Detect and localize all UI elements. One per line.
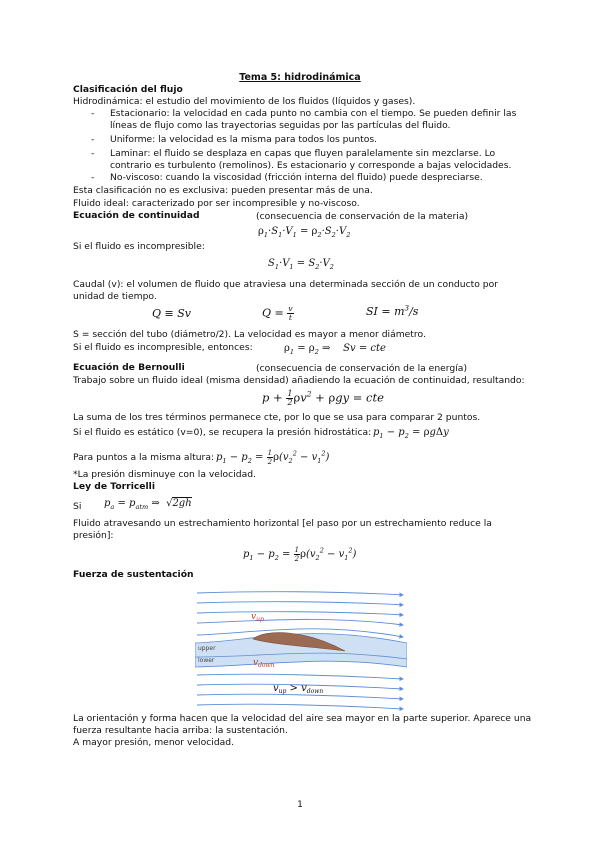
intro-text: Hidrodinámica: el estudio del movimiento de los fluidos (líquidos y gases). bbox=[73, 96, 416, 107]
text-trabajo: Trabajo sobre un fluido ideal (misma densidad) añadiendo la ecuación de continuidad, resultando: bbox=[73, 375, 525, 386]
text-nota-presion: *La presión disminuye con la velocidad. bbox=[73, 469, 256, 480]
page-title: Tema 5: hidrodinámica bbox=[239, 72, 361, 83]
text-misma-altura: Para puntos a la misma altura: bbox=[73, 452, 215, 463]
equation-hidrostatica: $p_1 - p_2 = \rho g\Delta y$ bbox=[373, 427, 449, 440]
text-caudal-1: Caudal (v): el volumen de fluido que atraviesa una determinada sección de un conducto por bbox=[73, 279, 499, 290]
text-fluido-2: presión]: bbox=[73, 530, 114, 541]
text-orientacion-1: La orientación y forma hacen que la velocidad del aire sea mayor en la parte superior. Aparece una bbox=[73, 713, 532, 724]
text-fluido-1: Fluido atravesando un estrechamiento horizontal [el paso por un estrechamiento reduce la bbox=[73, 518, 492, 529]
bullet-marker: - bbox=[91, 172, 95, 183]
page-number: 1 bbox=[297, 800, 303, 810]
equation-caudal: Q ≡ Sv bbox=[152, 307, 191, 320]
text-seccion: S = sección del tubo (diámetro/2). La velocidad es mayor a menor diámetro. bbox=[73, 329, 426, 340]
aside-bernoulli: (consecuencia de conservación de la energía) bbox=[256, 363, 468, 374]
label-inequality: $v_{up} > v_{down}$ bbox=[273, 683, 324, 695]
airfoil-lift-figure bbox=[195, 585, 407, 713]
equation-torricelli: $p_a = p_{atm}$ ⇒ √2gh bbox=[104, 498, 192, 511]
bullet-estacionario-1: Estacionario: la velocidad en cada punto no cambia con el tiempo. Se pueden definir las bbox=[110, 108, 517, 119]
label-upper: upper bbox=[198, 645, 216, 652]
heading-torricelli: Ley de Torricelli bbox=[73, 481, 155, 492]
bullet-marker: - bbox=[91, 108, 95, 119]
text-incompresible-2: Si el fluido es incompresible, entonces: bbox=[73, 342, 253, 353]
equation-estrechamiento: $p_1 - p_2$ = $\frac{1}{2}$ $\rho(v_2^2 - v_1^2)$ bbox=[243, 546, 357, 563]
text-estatico: Si el fluido es estático (v=0), se recupera la presión hidrostática: bbox=[73, 427, 372, 438]
heading-clasificacion: Clasificación del flujo bbox=[73, 84, 183, 95]
label-v-up: $v_{up}$ bbox=[251, 612, 264, 623]
equation-si-units: SI = $m^3/s$ bbox=[366, 303, 419, 318]
equation-continuidad: $\rho_1\cdot S_1\cdot V_1 = \rho_2\cdot S_2\cdot V_2$ bbox=[258, 226, 351, 239]
bullet-marker: - bbox=[91, 148, 95, 159]
bullet-uniforme: Uniforme: la velocidad es la misma para todos los puntos. bbox=[110, 134, 378, 145]
note-fluido-ideal: Fluido ideal: caracterizado por ser incompresible y no-viscoso. bbox=[73, 198, 360, 209]
equation-continuidad-incomp: $S_1\cdot V_1 = S_2\cdot V_2$ bbox=[268, 258, 334, 271]
aside-continuidad: (consecuencia de conservación de la materia) bbox=[256, 211, 469, 222]
bullet-noviscoso: No-viscoso: cuando la viscosidad (fricción interna del fluido) puede despreciarse. bbox=[110, 172, 483, 183]
equation-bernoulli: p + $\frac{1}{2}$ $\rho v^2 + \rho gy$ = cte bbox=[262, 389, 384, 407]
heading-continuidad: Ecuación de continuidad bbox=[73, 210, 200, 221]
text-suma: La suma de los tres términos permanece cte, por lo que se usa para comparar 2 puntos. bbox=[73, 412, 481, 423]
heading-sustentacion: Fuerza de sustentación bbox=[73, 569, 194, 580]
bullet-laminar-1: Laminar: el fluido se desplaza en capas que fluyen paralelamente sin mezclarse. Lo bbox=[110, 148, 496, 159]
equation-misma-altura: $p_1 - p_2$ = $\frac{1}{2}$ $\rho(v_2^2 - v_1^2)$ bbox=[216, 449, 330, 466]
text-caudal-2: unidad de tiempo. bbox=[73, 291, 157, 302]
bullet-marker: - bbox=[91, 134, 95, 145]
label-v-down: $v_{down}$ bbox=[253, 658, 275, 669]
label-lower: lower bbox=[198, 657, 215, 664]
text-si: Si bbox=[73, 501, 82, 512]
text-incompresible: Si el fluido es incompresible: bbox=[73, 241, 205, 252]
heading-bernoulli: Ecuación de Bernoulli bbox=[73, 362, 185, 373]
bullet-laminar-2: contrario es turbulento (remolinos). Es estacionario y corresponde a bajas velocidades. bbox=[110, 160, 512, 171]
equation-caudal-def: Q = $\frac{v}{t}$ bbox=[262, 304, 293, 322]
text-mayor-presion: A mayor presión, menor velocidad. bbox=[73, 737, 235, 748]
bullet-estacionario-2: líneas de flujo como las trayectorias seguidas por las partículas del fluido. bbox=[110, 120, 451, 131]
text-orientacion-2: fuerza resultante hacia arriba: la sustentación. bbox=[73, 725, 288, 736]
note-clasificacion: Esta clasificación no es exclusiva: pueden presentar más de una. bbox=[73, 185, 373, 196]
equation-densidad: $\rho_1 = \rho_2$ ⇒ Sv = cte bbox=[284, 343, 386, 356]
